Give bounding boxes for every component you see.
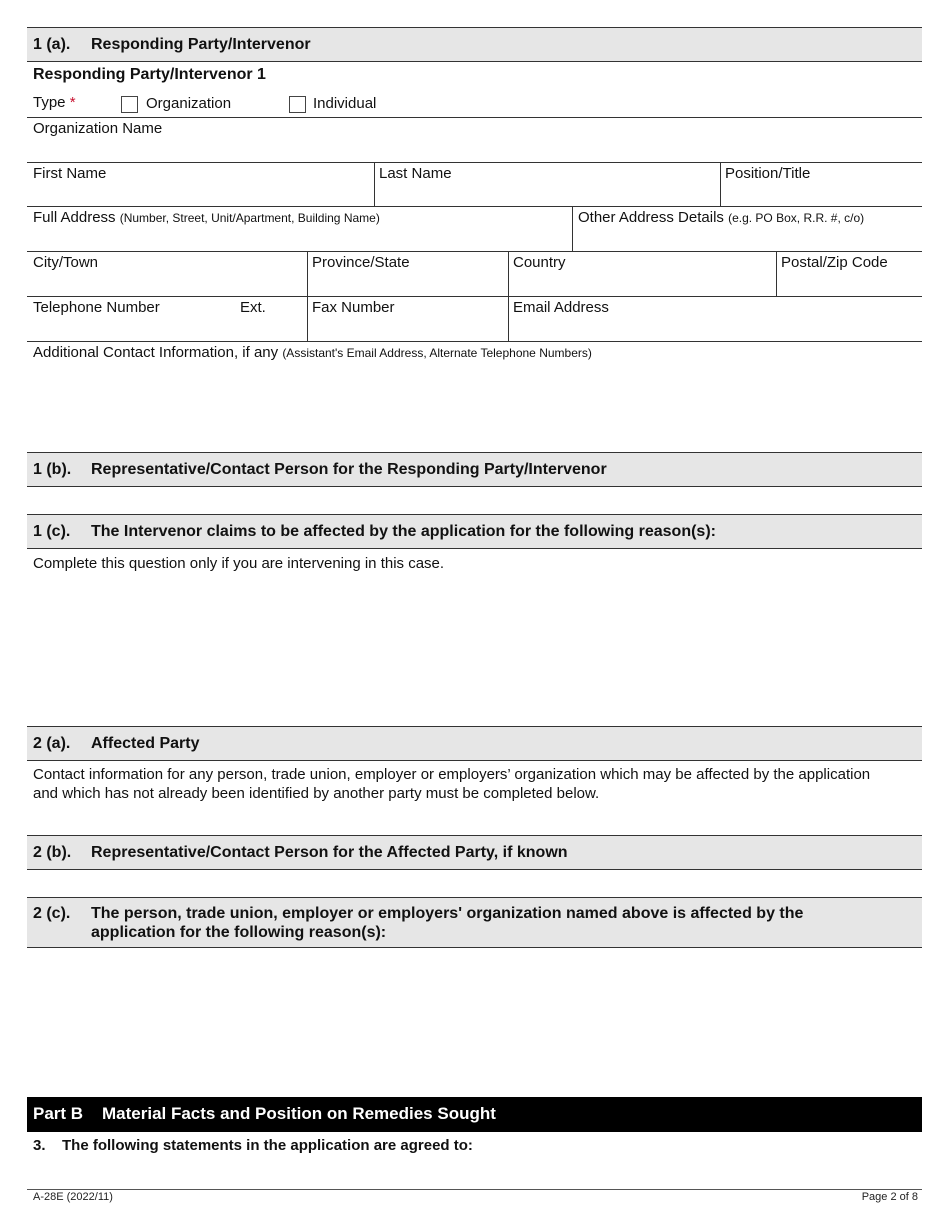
province-label: Province/State	[312, 254, 410, 271]
extension-label: Ext.	[240, 299, 266, 316]
question-3-number: 3.	[33, 1137, 46, 1154]
extension-field[interactable]	[235, 318, 305, 340]
full-address-label: Full Address (Number, Street, Unit/Apartment, Building Name)	[33, 209, 380, 226]
postal-code-field[interactable]	[777, 273, 921, 295]
other-address-hint: (e.g. PO Box, R.R. #, c/o)	[728, 211, 865, 225]
footer-divider	[27, 1189, 922, 1190]
section-1c-instruction: Complete this question only if you are intervening in this case.	[33, 555, 445, 572]
section-2c-title-line2: application for the following reason(s):	[91, 924, 387, 941]
section-2b-header	[27, 835, 922, 870]
section-2c-number: 2 (c).	[33, 905, 71, 922]
position-title-field[interactable]	[721, 183, 921, 205]
section-2c-title-line1: The person, trade union, employer or employers' organization named above is affected by the	[91, 905, 804, 922]
last-name-label: Last Name	[379, 165, 452, 182]
section-2c-header	[27, 897, 922, 948]
section-1c-number: 1 (c).	[33, 523, 71, 540]
email-field[interactable]	[509, 318, 921, 340]
form-id: A-28E (2022/11)	[33, 1191, 113, 1203]
organization-name-field[interactable]	[27, 138, 922, 162]
first-name-field[interactable]	[27, 183, 373, 205]
individual-checkbox[interactable]	[289, 96, 306, 113]
divider	[27, 162, 922, 163]
telephone-label: Telephone Number	[33, 299, 160, 316]
divider	[27, 341, 922, 342]
part-b-header	[27, 1097, 922, 1132]
last-name-field[interactable]	[375, 183, 719, 205]
first-name-label: First Name	[33, 165, 107, 182]
full-address-hint: (Number, Street, Unit/Apartment, Building Name)	[119, 211, 380, 225]
fax-field[interactable]	[308, 318, 507, 340]
divider	[27, 251, 922, 252]
section-1c-header	[27, 514, 922, 549]
telephone-field[interactable]	[27, 318, 227, 340]
postal-code-label: Postal/Zip Code	[781, 254, 888, 271]
additional-contact-hint: (Assistant's Email Address, Alternate Telephone Numbers)	[282, 346, 592, 360]
section-1a-title: Responding Party/Intervenor	[91, 36, 311, 53]
section-2a-header	[27, 726, 922, 761]
additional-contact-label: Additional Contact Information, if any (Assistant's Email Address, Alternate Telephone Numbers)	[33, 344, 592, 361]
country-field[interactable]	[509, 273, 775, 295]
other-address-label: Other Address Details (e.g. PO Box, R.R. #, c/o)	[578, 209, 865, 226]
other-address-field[interactable]	[573, 228, 921, 250]
position-title-label: Position/Title	[725, 165, 811, 182]
organization-name-label: Organization Name	[33, 120, 163, 137]
section-2a-instruction-line2: and which has not already been identified by another party must be completed below.	[33, 785, 600, 802]
section-1c-title: The Intervenor claims to be affected by the application for the following reason(s):	[91, 523, 716, 540]
full-address-field[interactable]	[27, 228, 571, 250]
divider	[27, 206, 922, 207]
country-label: Country	[513, 254, 566, 271]
part-b-title: Material Facts and Position on Remedies Sought	[102, 1104, 496, 1123]
section-1b-header	[27, 452, 922, 487]
province-field[interactable]	[308, 273, 507, 295]
page-number: Page 2 of 8	[861, 1191, 918, 1203]
section-2a-title: Affected Party	[91, 735, 200, 752]
section-2b-number: 2 (b).	[33, 844, 72, 861]
email-label: Email Address	[513, 299, 609, 316]
question-3-text: The following statements in the application are agreed to:	[62, 1137, 473, 1154]
part-b-label: Part B	[33, 1104, 84, 1123]
section-2a-instruction-line1: Contact information for any person, trade union, employer or employers’ organization which may be affected by the application	[33, 766, 871, 783]
required-mark: *	[69, 94, 76, 111]
additional-contact-field[interactable]	[27, 364, 922, 449]
city-label: City/Town	[33, 254, 99, 271]
organization-option-label: Organization	[146, 95, 232, 112]
individual-option-label: Individual	[313, 95, 377, 112]
section-1a-number: 1 (a).	[33, 36, 71, 53]
intervenor-reasons-field[interactable]	[27, 578, 922, 720]
section-1a-header	[27, 27, 922, 62]
city-field[interactable]	[27, 273, 306, 295]
fax-label: Fax Number	[312, 299, 395, 316]
section-1b-title: Representative/Contact Person for the Responding Party/Intervenor	[91, 461, 607, 478]
divider	[27, 296, 922, 297]
section-2b-title: Representative/Contact Person for the Affected Party, if known	[91, 844, 568, 861]
responding-party-subtitle: Responding Party/Intervenor 1	[33, 66, 266, 83]
section-1b-number: 1 (b).	[33, 461, 72, 478]
affected-party-reasons-field[interactable]	[27, 952, 922, 1092]
section-2a-number: 2 (a).	[33, 735, 71, 752]
divider	[27, 117, 922, 118]
organization-checkbox[interactable]	[121, 96, 138, 113]
type-label: Type *	[33, 94, 76, 111]
